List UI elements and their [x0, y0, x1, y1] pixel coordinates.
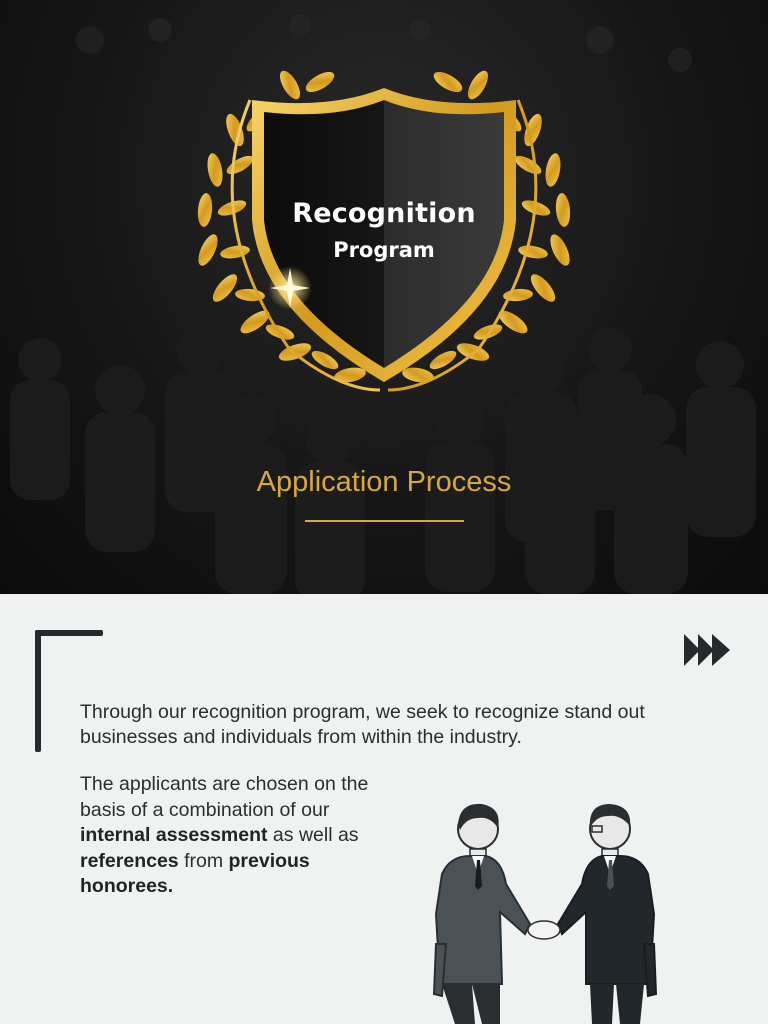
corner-bracket-horizontal: [35, 630, 103, 636]
badge-title: Recognition: [292, 198, 476, 229]
fast-forward-icon: [682, 630, 732, 670]
handshake-illustration: [420, 794, 670, 1024]
content-section: [0, 594, 768, 1024]
highlight-references: references: [80, 849, 179, 872]
highlight-previous-honorees: previous honorees.: [80, 849, 310, 897]
badge-subtitle: Program: [333, 238, 435, 262]
detail-paragraph: [80, 772, 400, 900]
section-heading: Application Process: [256, 466, 512, 498]
detail-text: The applicants are chosen on the basis of a combination of our: [80, 773, 369, 821]
corner-bracket-vertical: [35, 630, 41, 752]
detail-text: from: [178, 849, 229, 872]
heading-underline: [305, 520, 464, 522]
intro-paragraph: Through our recognition program, we seek to recognize stand out businesses and individuals from within the industry.: [80, 701, 645, 748]
laurel-shield-icon: [180, 60, 588, 400]
detail-text: as well as: [267, 824, 359, 846]
highlight-internal-assessment: internal assessment: [80, 824, 268, 846]
